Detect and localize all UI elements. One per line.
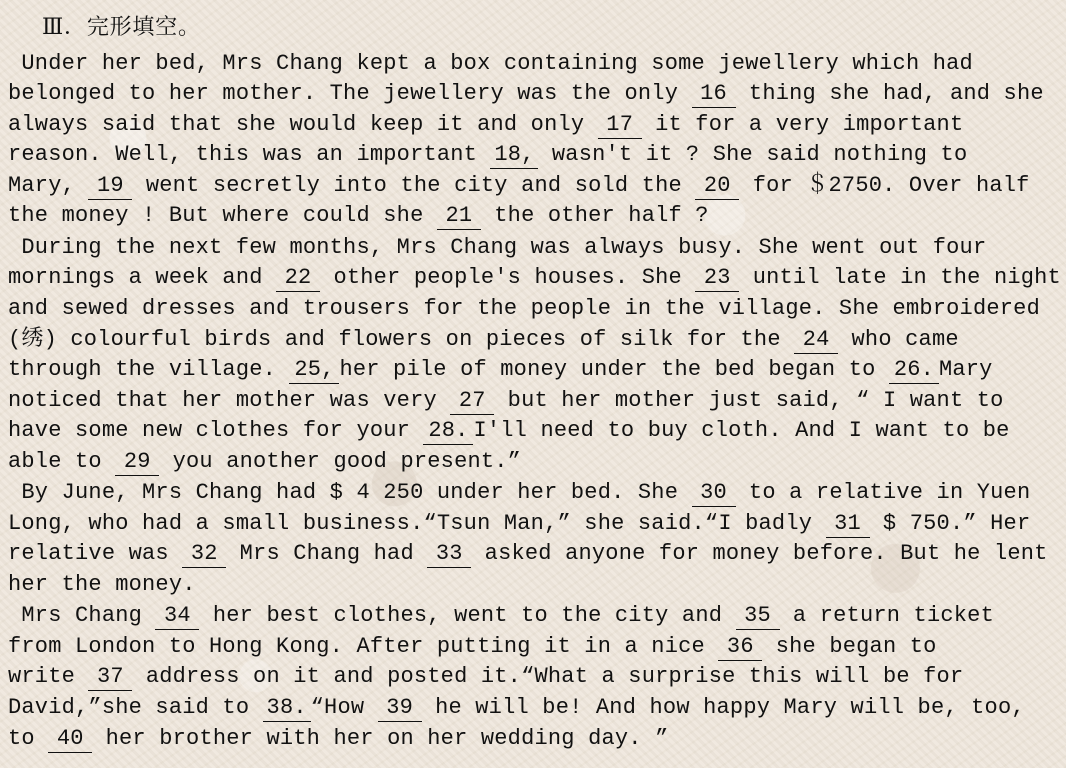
blank-29[interactable]: 29 [115, 450, 159, 476]
blank-16[interactable]: 16 [692, 82, 736, 108]
text-segment: her pile of money under the bed began to [339, 357, 889, 382]
text-segment: a return ticket [779, 603, 994, 628]
text-segment: but her mother just said, “ I want to [494, 388, 1004, 413]
blank-37[interactable]: 37 [88, 665, 132, 691]
blank-23[interactable]: 23 [695, 266, 739, 292]
section-title: Ⅲ．完形填空。 [42, 15, 201, 40]
text-segment: relative was [8, 541, 183, 566]
blank-19[interactable]: 19 [88, 174, 132, 200]
text-segment: reason. Well, this was an important [8, 142, 491, 167]
text-segment: (绣) colourful birds and flowers on pieces of silk for the [8, 327, 795, 352]
blank-20[interactable]: 20 [695, 174, 739, 200]
paragraph-2-line-5 [8, 356, 1032, 384]
blank-35[interactable]: 35 [736, 604, 780, 630]
text-segment: Long, who had a small business.“Tsun Man,” she said.“I badly [8, 511, 826, 536]
text-segment: her brother with her on her wedding day. ” [92, 726, 669, 751]
blank-31[interactable]: 31 [826, 512, 870, 538]
paragraph-4-line-3 [8, 663, 1032, 691]
blank-30[interactable]: 30 [692, 481, 736, 507]
paragraph-4-line-1 [8, 602, 1032, 630]
paragraph-4-line-4 [8, 694, 1032, 722]
paragraph-1-line-3 [8, 111, 1032, 139]
text-segment: for ＄2750. Over half [739, 173, 1030, 198]
blank-17[interactable]: 17 [598, 113, 642, 139]
paragraph-3-line-3 [8, 540, 1048, 568]
text-segment: the money ! But where could she [8, 203, 437, 228]
paragraph-2-line-8 [8, 448, 1032, 476]
paragraph-2-line-4 [8, 326, 1032, 354]
text-segment: to a relative in Yuen [735, 480, 1031, 505]
blank-33[interactable]: 33 [427, 542, 471, 568]
text-segment: wasn't it ? She said nothing to [538, 142, 968, 167]
text-segment: thing she had, and she [735, 81, 1044, 106]
text-segment: always said that she would keep it and only [8, 112, 598, 137]
text-segment: $ 750.” Her [869, 511, 1031, 536]
blank-24[interactable]: 24 [794, 328, 838, 354]
paragraph-4-line-5 [8, 725, 1032, 753]
paragraph-4-line-2 [8, 633, 1032, 661]
blank-18[interactable]: 18, [490, 143, 538, 169]
blank-32[interactable]: 32 [182, 542, 226, 568]
paragraph-2-line-1: During the next few months, Mrs Chang was always busy. She went out four [8, 235, 987, 260]
paragraph-1-line-4 [8, 141, 1032, 169]
text-segment: he will be! And how happy Mary will be, too, [421, 695, 1025, 720]
text-segment: mornings a week and [8, 265, 277, 290]
paragraph-2-line-6 [8, 387, 1032, 415]
text-segment: Mary [938, 357, 993, 382]
text-segment: Mrs Chang [8, 603, 156, 628]
blank-40[interactable]: 40 [48, 727, 92, 753]
text-segment: Mrs Chang had [226, 541, 428, 566]
text-segment: have some new clothes for your [8, 418, 424, 443]
blank-28[interactable]: 28. [423, 419, 473, 445]
paragraph-1-line-1: Under her bed, Mrs Chang kept a box containing some jewellery which had [8, 51, 973, 76]
blank-21[interactable]: 21 [437, 204, 481, 230]
text-segment: you another good present.” [159, 449, 522, 474]
paragraph-1-line-6 [8, 202, 1032, 230]
text-segment: “How [310, 695, 378, 720]
paragraph-3-line-1 [8, 479, 1032, 507]
text-segment: who came [838, 327, 959, 352]
text-segment: other people's houses. She [320, 265, 696, 290]
blank-36[interactable]: 36 [718, 635, 762, 661]
paragraph-2-line-3: and sewed dresses and trousers for the people in the village. She embroidered [8, 296, 1040, 321]
text-segment: from London to Hong Kong. After putting it in a nice [8, 634, 719, 659]
text-segment: able to [8, 449, 116, 474]
blank-27[interactable]: 27 [450, 389, 494, 415]
paragraph-3-line-4: her the money. [8, 572, 196, 597]
paragraph-1-line-5 [8, 172, 1032, 200]
text-segment: through the village. [8, 357, 290, 382]
text-segment: to [8, 726, 49, 751]
text-segment: the other half ? [480, 203, 709, 228]
blank-39[interactable]: 39 [378, 696, 422, 722]
paragraph-2-line-2 [8, 264, 1061, 292]
text-segment: noticed that her mother was very [8, 388, 451, 413]
text-segment: went secretly into the city and sold the [132, 173, 696, 198]
text-segment: address on it and posted it.“What a surprise this will be for [132, 664, 964, 689]
text-segment: belonged to her mother. The jewellery was the only [8, 81, 692, 106]
text-segment: until late in the night [739, 265, 1061, 290]
text-segment: she began to [762, 634, 937, 659]
text-segment: it for a very important [641, 112, 964, 137]
blank-34[interactable]: 34 [155, 604, 199, 630]
blank-22[interactable]: 22 [276, 266, 320, 292]
text-segment: write [8, 664, 89, 689]
text-segment: asked anyone for money before. But he lent [471, 541, 1048, 566]
paragraph-2-line-7 [8, 417, 1032, 445]
text-segment: I'll need to buy cloth. And I want to be [473, 418, 1010, 443]
blank-25[interactable]: 25, [289, 358, 339, 384]
text-segment: her best clothes, went to the city and [199, 603, 736, 628]
paragraph-1-line-2 [8, 80, 1044, 108]
text-segment: Mary, [8, 173, 89, 198]
text-segment: David,”she said to [8, 695, 263, 720]
blank-38[interactable]: 38. [263, 696, 311, 722]
paragraph-3-line-2 [8, 510, 1032, 538]
blank-26[interactable]: 26. [889, 358, 939, 384]
text-segment: By June, Mrs Chang had $ 4 250 under her bed. She [8, 480, 692, 505]
